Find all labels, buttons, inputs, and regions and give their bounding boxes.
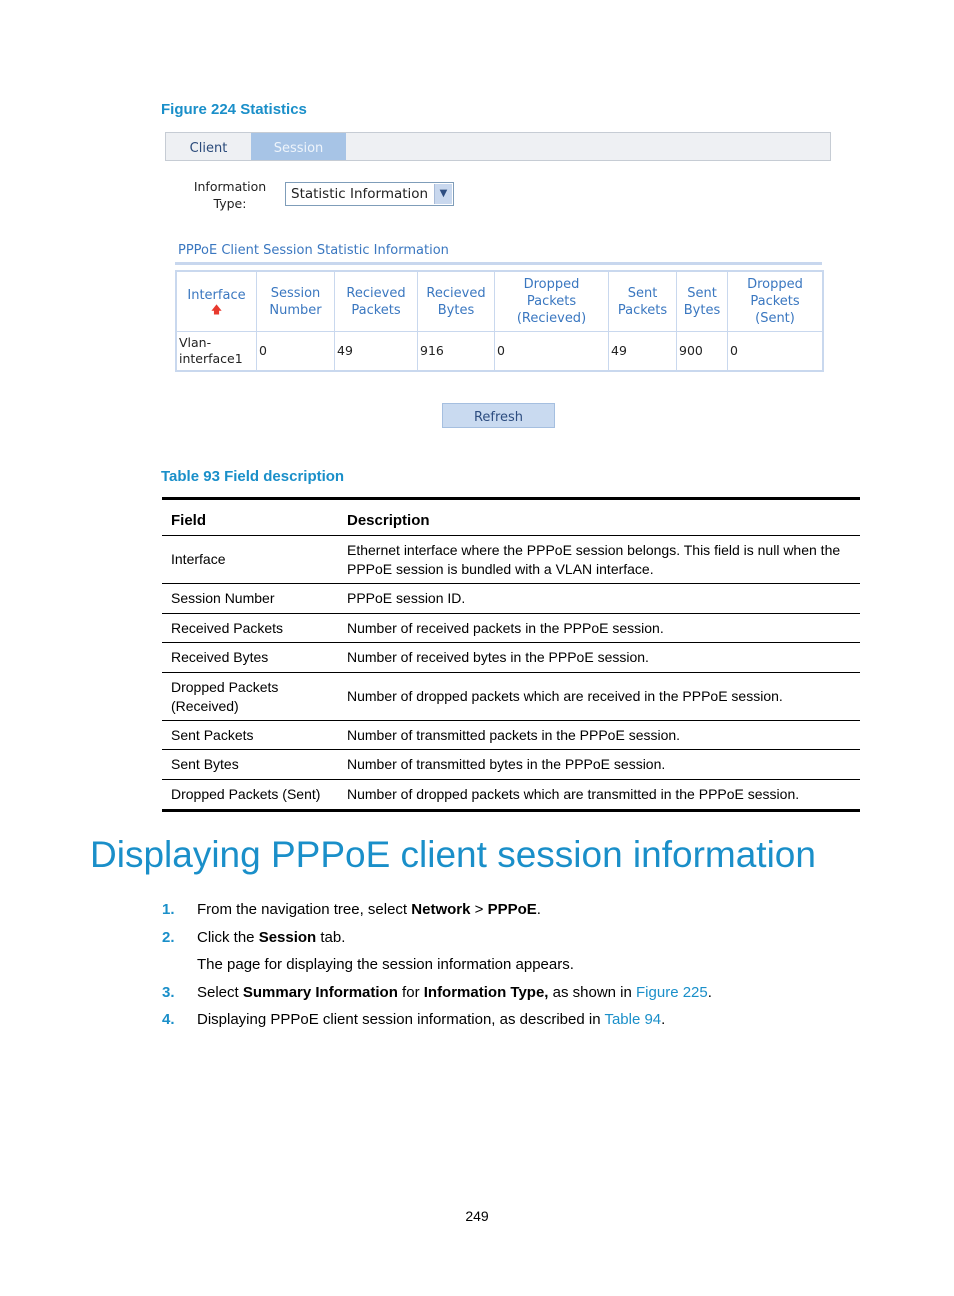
table-row — [162, 643, 860, 673]
section-title: PPPoE Client Session Statistic Information — [178, 243, 449, 258]
sort-up-icon: 🡅 — [210, 303, 223, 316]
header-label: Sent — [627, 285, 658, 301]
cell-sent-packets: 49 — [609, 332, 677, 372]
text-run: From the navigation tree, select — [197, 901, 412, 918]
desc-cell: Ethernet interface where the PPPoE session belongs. This field is null when the PPPoE session is bundled with a VLAN interface. — [338, 536, 860, 584]
field-cell: Sent Packets — [162, 721, 338, 750]
cell-recv-packets: 49 — [335, 332, 418, 372]
step-number: 3. — [162, 983, 175, 1001]
stat-header-row — [176, 271, 823, 332]
information-type-select[interactable] — [285, 182, 454, 206]
section-heading: Displaying PPPoE client session information — [90, 834, 816, 875]
page-number: 249 — [465, 1208, 489, 1224]
text-run: tab. — [316, 928, 346, 946]
statistics-table — [175, 270, 824, 372]
field-cell: Interface — [162, 536, 338, 584]
select-value: Statistic Information — [291, 186, 429, 202]
text-bold: PPPoE — [487, 901, 537, 918]
header-label: Packets — [617, 302, 668, 318]
step-text — [197, 900, 541, 920]
header-label: Bytes — [437, 302, 475, 318]
step-number: 1. — [162, 901, 175, 918]
step-note: The page for displaying the session information appears. — [197, 956, 574, 973]
header-label: Packets — [750, 294, 800, 309]
cell-recv-bytes: 916 — [418, 332, 495, 372]
col-sent-bytes[interactable] — [677, 271, 728, 332]
cell-dropped-recv: 0 — [495, 332, 609, 372]
cell-text: Vlan- — [179, 335, 212, 350]
info-label-line1: Information — [193, 179, 267, 194]
step-text — [197, 1010, 665, 1030]
field-cell: Received Packets — [162, 614, 338, 643]
header-label: Bytes — [683, 302, 721, 318]
col-recv-packets[interactable] — [335, 271, 418, 332]
desc-cell: Number of dropped packets which are transmitted in the PPPoE session. — [338, 780, 860, 811]
table-row — [162, 750, 860, 780]
step-number: 2. — [162, 928, 175, 946]
table-row — [162, 614, 860, 643]
text-run: > — [470, 901, 488, 918]
table-link[interactable]: Table 94 — [604, 1011, 662, 1028]
header-label: Recieved — [346, 285, 406, 301]
text-bold: Session — [258, 928, 317, 946]
header-field: Field — [162, 499, 338, 536]
col-interface[interactable] — [176, 271, 257, 332]
field-cell: Received Bytes — [162, 643, 338, 673]
step-text — [197, 928, 345, 948]
table-caption: Table 93 Field description — [161, 468, 345, 485]
text-bold: Information Type, — [423, 983, 549, 1001]
header-label: Dropped — [747, 277, 803, 292]
step-text — [197, 983, 712, 1003]
desc-cell: Number of received bytes in the PPPoE session. — [338, 643, 860, 673]
text-run: as shown in — [548, 983, 637, 1001]
header-label: (Sent) — [755, 311, 795, 326]
field-cell: Session Number — [162, 584, 338, 614]
table-header-row — [162, 499, 860, 536]
header-label: (Recieved) — [516, 311, 587, 326]
field-cell: Dropped Packets (Sent) — [162, 780, 338, 811]
tab-client[interactable]: Client — [189, 141, 228, 156]
text-run: Click the — [197, 928, 259, 946]
text-run: . — [536, 901, 541, 918]
cell-dropped-sent: 0 — [728, 332, 824, 372]
figure-caption: Figure 224 Statistics — [161, 101, 307, 118]
text-bold: Network — [411, 901, 471, 918]
table-row — [162, 584, 860, 614]
col-recv-bytes[interactable] — [418, 271, 495, 332]
table-row — [176, 332, 823, 372]
tab-bar — [165, 132, 831, 161]
col-sent-packets[interactable] — [609, 271, 677, 332]
col-dropped-recv[interactable] — [495, 271, 609, 332]
col-session-number[interactable] — [257, 271, 335, 332]
header-label: Recieved — [426, 285, 486, 301]
col-dropped-sent[interactable] — [728, 271, 824, 332]
text-run: Select — [197, 983, 243, 1001]
desc-cell: Number of transmitted bytes in the PPPoE session. — [338, 750, 860, 780]
desc-cell: Number of received packets in the PPPoE session. — [338, 614, 860, 643]
header-label: Session — [270, 285, 321, 301]
desc-cell: Number of transmitted packets in the PPPoE session. — [338, 721, 860, 750]
figure-link[interactable]: Figure 225 — [636, 983, 708, 1001]
cell-session-number: 0 — [257, 332, 335, 372]
header-label: Interface — [187, 288, 246, 303]
cell-sent-bytes: 900 — [677, 332, 728, 372]
text-run: . — [707, 983, 712, 1001]
cell-interface — [176, 332, 257, 372]
field-cell: Dropped Packets (Received) — [162, 673, 338, 721]
header-label: Sent — [687, 285, 717, 301]
text-run: for — [397, 983, 424, 1001]
information-type-label — [188, 178, 272, 212]
cell-text: interface1 — [179, 351, 243, 366]
chevron-down-icon[interactable]: ▼ — [434, 184, 452, 204]
table-row — [162, 721, 860, 750]
table-row — [162, 780, 860, 811]
header-label: Dropped Packets — [523, 277, 580, 309]
refresh-button[interactable]: Refresh — [442, 403, 555, 428]
table-row — [162, 673, 860, 721]
field-description-table — [162, 497, 860, 812]
desc-cell: PPPoE session ID. — [338, 584, 860, 614]
section-divider — [175, 262, 822, 265]
field-cell: Sent Bytes — [162, 750, 338, 780]
step-number: 4. — [162, 1011, 175, 1028]
desc-cell: Number of dropped packets which are received in the PPPoE session. — [338, 673, 860, 721]
table-row — [162, 536, 860, 584]
header-description: Description — [338, 499, 860, 536]
text-run: Displaying PPPoE client session information, as described in — [197, 1011, 605, 1028]
header-label: Number — [269, 302, 322, 318]
info-label-line2: Type: — [213, 196, 247, 211]
text-bold: Summary Information — [242, 983, 398, 1001]
text-run: . — [661, 1011, 666, 1028]
header-label: Packets — [351, 302, 401, 318]
tab-session[interactable]: Session — [251, 133, 346, 160]
